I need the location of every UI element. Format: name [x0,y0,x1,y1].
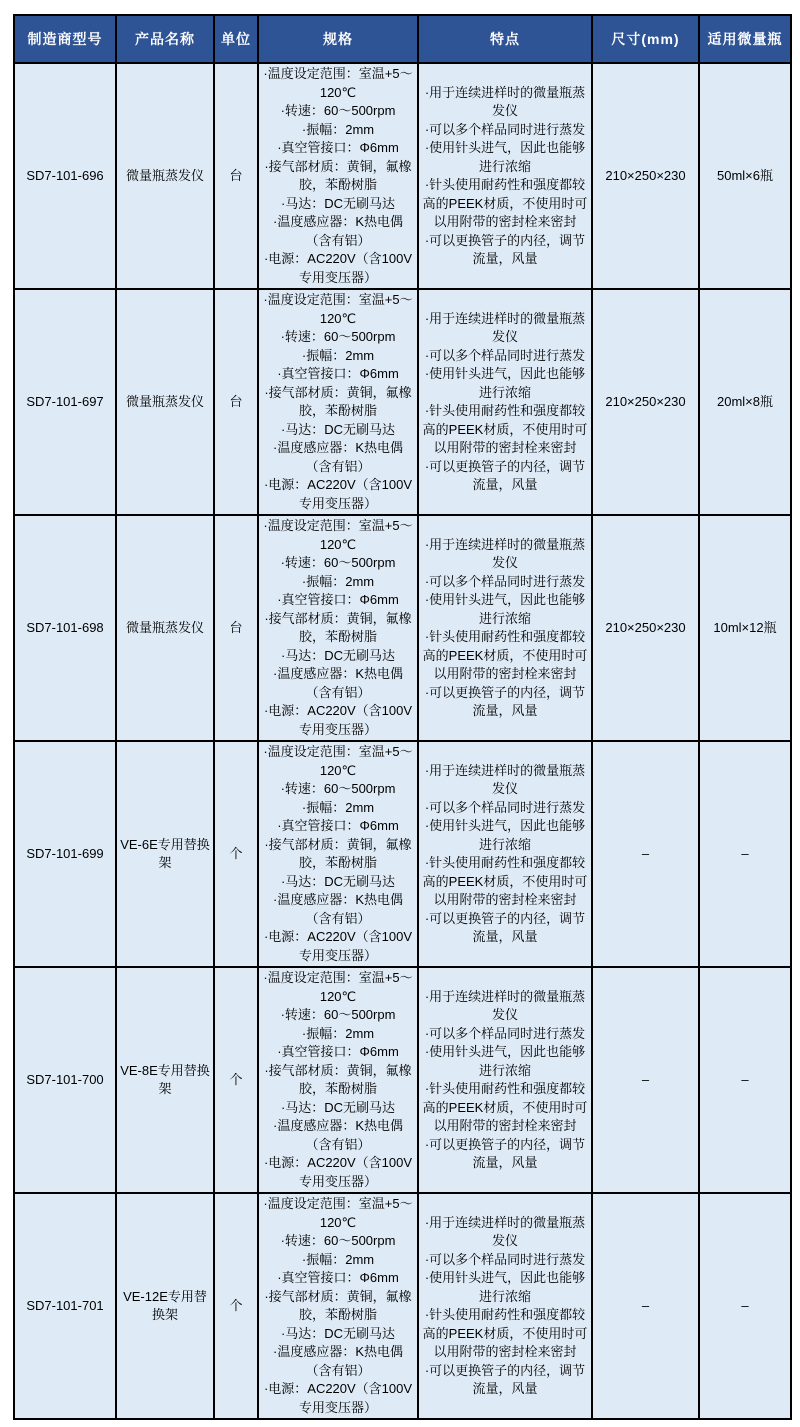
feature-line: ·针头使用耐药性和强度都较高的PEEK材质，不使用时可以用附带的密封栓来密封 [422,1307,588,1359]
feature-line: ·可以更换管子的内径，调节流量，风量 [424,458,586,492]
header-dimensions: 尺寸(mm) [592,15,699,63]
spec-line: ·接气部材质：黄铜，氟橡胶，苯酚树脂 [264,1288,412,1322]
feature-line: ·针头使用耐药性和强度都较高的PEEK材质，不使用时可以用附带的密封栓来密封 [422,403,588,455]
spec-line: ·马达：DC无刷马达 [280,873,396,889]
spec-list [262,743,414,965]
spec-line: ·马达：DC无刷马达 [280,647,396,663]
cell-unit: 个 [214,967,258,1193]
spec-line: ·真空管接口：Φ6mm [277,366,399,381]
product-spec-table [13,14,792,1420]
feature-line: ·用于连续进样时的微量瓶蒸发仪 [424,84,586,118]
feature-line: ·可以多个样品同时进行蒸发 [424,1025,586,1041]
cell-dimensions: 210×250×230 [592,63,699,289]
feature-line: ·针头使用耐药性和强度都较高的PEEK材质，不使用时可以用附带的密封栓来密封 [422,1081,588,1133]
cell-applicable-vials: – [699,741,791,967]
cell-features [418,289,592,515]
table-row [14,741,791,967]
spec-line: ·接气部材质：黄铜，氟橡胶，苯酚树脂 [264,158,412,192]
spec-line: ·真空管接口：Φ6mm [277,1044,399,1059]
feature-line: ·可以更换管子的内径，调节流量，风量 [424,1136,586,1170]
cell-specs [258,515,418,741]
cell-specs [258,741,418,967]
feature-line: ·可以多个样品同时进行蒸发 [424,1251,586,1267]
table-row [14,967,791,1193]
feature-line: ·用于连续进样时的微量瓶蒸发仪 [424,536,586,570]
cell-model: SD7-101-699 [14,741,116,967]
cell-applicable-vials: 20ml×8瓶 [699,289,791,515]
header-applicable-vials: 适用微量瓶 [699,15,791,63]
cell-dimensions: 210×250×230 [592,515,699,741]
cell-specs [258,967,418,1193]
spec-line: ·温度设定范围：室温+5～120℃ [263,744,413,778]
spec-list [262,517,414,739]
cell-unit: 个 [214,1193,258,1419]
spec-line: ·接气部材质：黄铜，氟橡胶，苯酚树脂 [264,384,412,418]
spec-line: ·温度感应器：K热电偶（含有铝） [272,1344,403,1378]
spec-line: ·马达：DC无刷马达 [280,421,396,437]
header-unit: 单位 [214,15,258,63]
cell-applicable-vials: – [699,967,791,1193]
spec-line: ·振幅：2mm [301,1025,375,1041]
cell-applicable-vials: 10ml×12瓶 [699,515,791,741]
spec-line: ·温度设定范围：室温+5～120℃ [263,970,413,1004]
spec-list [262,65,414,287]
spec-line: ·温度设定范围：室温+5～120℃ [263,1196,413,1230]
spec-line: ·转速：60～500rpm [280,329,396,344]
cell-applicable-vials: – [699,1193,791,1419]
cell-features [418,967,592,1193]
cell-features [418,741,592,967]
feature-line: ·可以多个样品同时进行蒸发 [424,573,586,589]
cell-model: SD7-101-697 [14,289,116,515]
header-features: 特点 [418,15,592,63]
spec-line: ·电源：AC220V（含100V专用变压器） [263,929,413,963]
cell-unit: 台 [214,289,258,515]
cell-dimensions: 210×250×230 [592,289,699,515]
spec-line: ·温度设定范围：室温+5～120℃ [263,292,413,326]
feature-line: ·可以更换管子的内径，调节流量，风量 [424,910,586,944]
header-specs: 规格 [258,15,418,63]
cell-features [418,1193,592,1419]
spec-line: ·真空管接口：Φ6mm [277,140,399,155]
cell-specs [258,63,418,289]
spec-list [262,1195,414,1417]
spec-line: ·马达：DC无刷马达 [280,195,396,211]
spec-line: ·温度设定范围：室温+5～120℃ [263,518,413,552]
cell-specs [258,1193,418,1419]
cell-model: SD7-101-698 [14,515,116,741]
spec-line: ·振幅：2mm [301,573,375,589]
spec-line: ·温度感应器：K热电偶（含有铝） [272,666,403,700]
spec-line: ·马达：DC无刷马达 [280,1325,396,1341]
feature-list [422,762,588,947]
header-product-name: 产品名称 [116,15,214,63]
feature-line: ·针头使用耐药性和强度都较高的PEEK材质，不使用时可以用附带的密封栓来密封 [422,855,588,907]
feature-list [422,988,588,1173]
spec-line: ·真空管接口：Φ6mm [277,592,399,607]
cell-applicable-vials: 50ml×6瓶 [699,63,791,289]
spec-list [262,969,414,1191]
feature-line: ·用于连续进样时的微量瓶蒸发仪 [424,1214,586,1248]
header-model: 制造商型号 [14,15,116,63]
cell-dimensions: – [592,967,699,1193]
feature-line: ·可以更换管子的内径，调节流量，风量 [424,1362,586,1396]
feature-line: ·使用针头进气，因此也能够进行浓缩 [424,1270,586,1304]
cell-unit: 个 [214,741,258,967]
feature-line: ·用于连续进样时的微量瓶蒸发仪 [424,988,586,1022]
cell-product-name: VE-8E专用替换架 [116,967,214,1193]
cell-product-name: VE-12E专用替换架 [116,1193,214,1419]
spec-line: ·转速：60～500rpm [280,103,396,118]
feature-line: ·使用针头进气，因此也能够进行浓缩 [424,1044,586,1078]
cell-product-name: 微量瓶蒸发仪 [116,289,214,515]
cell-features [418,63,592,289]
spec-line: ·转速：60～500rpm [280,781,396,796]
cell-dimensions: – [592,741,699,967]
spec-line: ·接气部材质：黄铜，氟橡胶，苯酚树脂 [264,836,412,870]
table-row [14,515,791,741]
feature-line: ·可以更换管子的内径，调节流量，风量 [424,684,586,718]
spec-line: ·振幅：2mm [301,121,375,137]
cell-model: SD7-101-700 [14,967,116,1193]
feature-list [422,310,588,495]
spec-line: ·温度设定范围：室温+5～120℃ [263,66,413,100]
spec-line: ·转速：60～500rpm [280,1007,396,1022]
cell-model: SD7-101-696 [14,63,116,289]
spec-line: ·温度感应器：K热电偶（含有铝） [272,892,403,926]
cell-unit: 台 [214,515,258,741]
spec-line: ·温度感应器：K热电偶（含有铝） [272,214,403,248]
spec-line: ·接气部材质：黄铜，氟橡胶，苯酚树脂 [264,1062,412,1096]
spec-line: ·电源：AC220V（含100V专用变压器） [263,703,413,737]
feature-list [422,1214,588,1399]
feature-line: ·可以多个样品同时进行蒸发 [424,121,586,137]
table-row [14,289,791,515]
cell-unit: 台 [214,63,258,289]
spec-line: ·转速：60～500rpm [280,555,396,570]
cell-features [418,515,592,741]
spec-line: ·真空管接口：Φ6mm [277,818,399,833]
feature-line: ·使用针头进气，因此也能够进行浓缩 [424,366,586,400]
feature-line: ·用于连续进样时的微量瓶蒸发仪 [424,762,586,796]
spec-line: ·振幅：2mm [301,347,375,363]
spec-line: ·转速：60～500rpm [280,1233,396,1248]
spec-line: ·电源：AC220V（含100V专用变压器） [263,1155,413,1189]
cell-product-name: VE-6E专用替换架 [116,741,214,967]
table-row [14,1193,791,1419]
spec-line: ·真空管接口：Φ6mm [277,1270,399,1285]
spec-line: ·接气部材质：黄铜，氟橡胶，苯酚树脂 [264,610,412,644]
feature-line: ·针头使用耐药性和强度都较高的PEEK材质，不使用时可以用附带的密封栓来密封 [422,177,588,229]
spec-line: ·电源：AC220V（含100V专用变压器） [263,477,413,511]
feature-line: ·使用针头进气，因此也能够进行浓缩 [424,140,586,174]
feature-line: ·使用针头进气，因此也能够进行浓缩 [424,592,586,626]
feature-line: ·针头使用耐药性和强度都较高的PEEK材质，不使用时可以用附带的密封栓来密封 [422,629,588,681]
spec-line: ·马达：DC无刷马达 [280,1099,396,1115]
spec-line: ·温度感应器：K热电偶（含有铝） [272,1118,403,1152]
spec-line: ·电源：AC220V（含100V专用变压器） [263,251,413,285]
cell-product-name: 微量瓶蒸发仪 [116,515,214,741]
cell-model: SD7-101-701 [14,1193,116,1419]
cell-dimensions: – [592,1193,699,1419]
spec-line: ·振幅：2mm [301,799,375,815]
spec-line: ·电源：AC220V（含100V专用变压器） [263,1381,413,1415]
feature-line: ·使用针头进气，因此也能够进行浓缩 [424,818,586,852]
table-row [14,63,791,289]
feature-list [422,84,588,269]
feature-line: ·可以多个样品同时进行蒸发 [424,799,586,815]
spec-list [262,291,414,513]
cell-product-name: 微量瓶蒸发仪 [116,63,214,289]
spec-line: ·振幅：2mm [301,1251,375,1267]
feature-line: ·用于连续进样时的微量瓶蒸发仪 [424,310,586,344]
feature-line: ·可以更换管子的内径，调节流量，风量 [424,232,586,266]
feature-list [422,536,588,721]
cell-specs [258,289,418,515]
feature-line: ·可以多个样品同时进行蒸发 [424,347,586,363]
header-row [14,15,791,63]
spec-line: ·温度感应器：K热电偶（含有铝） [272,440,403,474]
